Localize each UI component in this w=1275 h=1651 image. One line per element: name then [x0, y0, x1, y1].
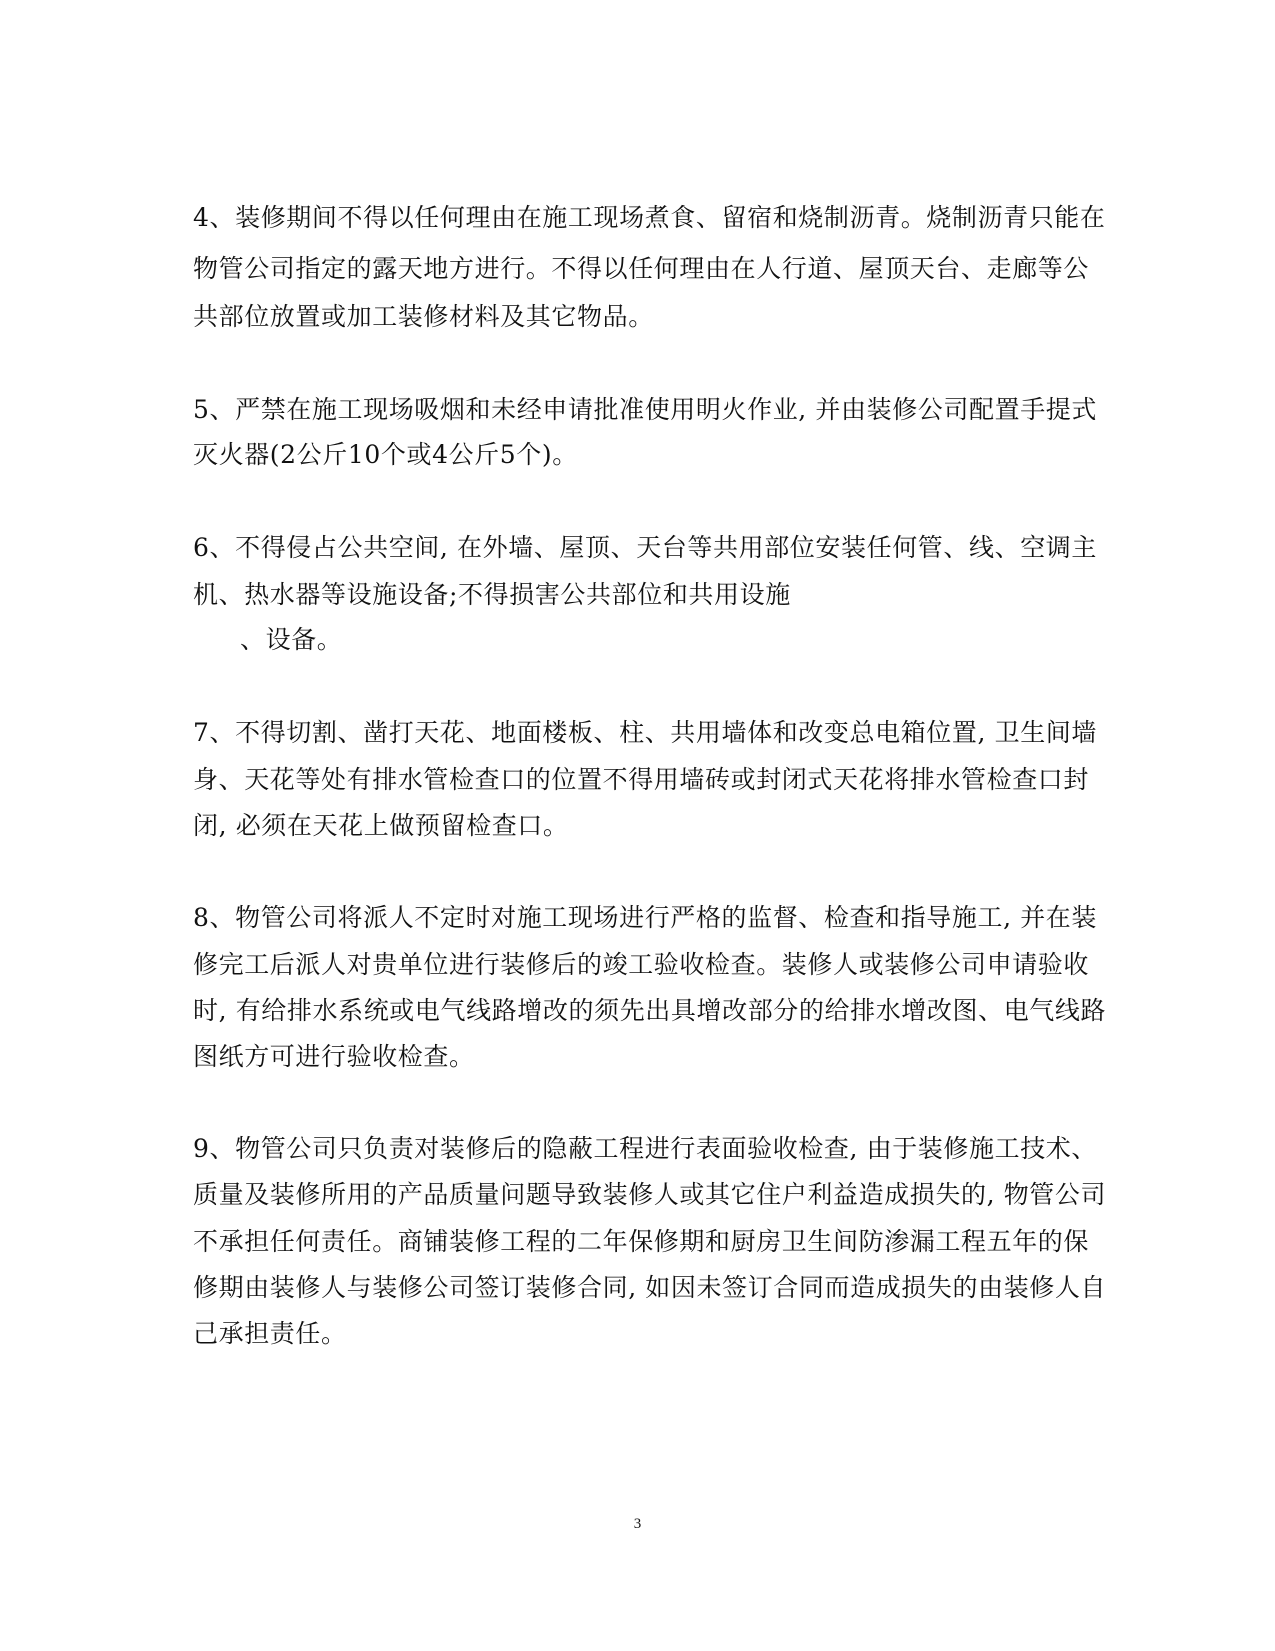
paragraph-line: 灭火器(2公斤10个或4公斤5个)。 [193, 440, 578, 469]
page-number: 3 [633, 1516, 642, 1532]
paragraph-line: 4、装修期间不得以任何理由在施工现场煮食、留宿和烧制沥青。烧制沥青只能在 [193, 203, 1106, 232]
paragraph-line: 质量及装修所用的产品质量问题导致装修人或其它住户利益造成损失的, 物管公司 [193, 1180, 1107, 1209]
paragraph-line: 不承担任何责任。商铺装修工程的二年保修期和厨房卫生间防渗漏工程五年的保 [193, 1227, 1090, 1256]
paragraph-line: 时, 有给排水系统或电气线路增改的须先出具增改部分的给排水增改图、电气线路 [193, 996, 1107, 1025]
paragraph-line: 闭, 必须在天花上做预留检查口。 [193, 811, 569, 840]
paragraph-line: 8、物管公司将派人不定时对施工现场进行严格的监督、检查和指导施工, 并在装 [193, 903, 1098, 932]
paragraph-line: 共部位放置或加工装修材料及其它物品。 [193, 302, 654, 331]
paragraph-line: 9、物管公司只负责对装修后的隐蔽工程进行表面验收检查, 由于装修施工技术、 [193, 1134, 1098, 1163]
paragraph-line: 5、严禁在施工现场吸烟和未经申请批准使用明火作业, 并由装修公司配置手提式 [193, 395, 1098, 424]
paragraph-line: 、设备。 [240, 625, 343, 654]
paragraph-line: 6、不得侵占公共空间, 在外墙、屋顶、天台等共用部位安装任何管、线、空调主 [193, 533, 1098, 562]
paragraph-line: 图纸方可进行验收检查。 [193, 1042, 475, 1071]
paragraph-line: 物管公司指定的露天地方进行。不得以任何理由在人行道、屋顶天台、走廊等公 [193, 254, 1090, 283]
paragraph-line: 己承担责任。 [193, 1319, 347, 1348]
paragraph-line: 修期由装修人与装修公司签订装修合同, 如因未签订合同而造成损失的由装修人自 [193, 1273, 1107, 1302]
paragraph-line: 修完工后派人对贵单位进行装修后的竣工验收检查。装修人或装修公司申请验收 [193, 950, 1090, 979]
paragraph-line: 机、热水器等设施设备;不得损害公共部位和共用设施 [193, 580, 791, 609]
paragraph-line: 7、不得切割、凿打天花、地面楼板、柱、共用墙体和改变总电箱位置, 卫生间墙 [193, 718, 1098, 747]
paragraph-line: 身、天花等处有排水管检查口的位置不得用墙砖或封闭式天花将排水管检查口封 [193, 765, 1090, 794]
